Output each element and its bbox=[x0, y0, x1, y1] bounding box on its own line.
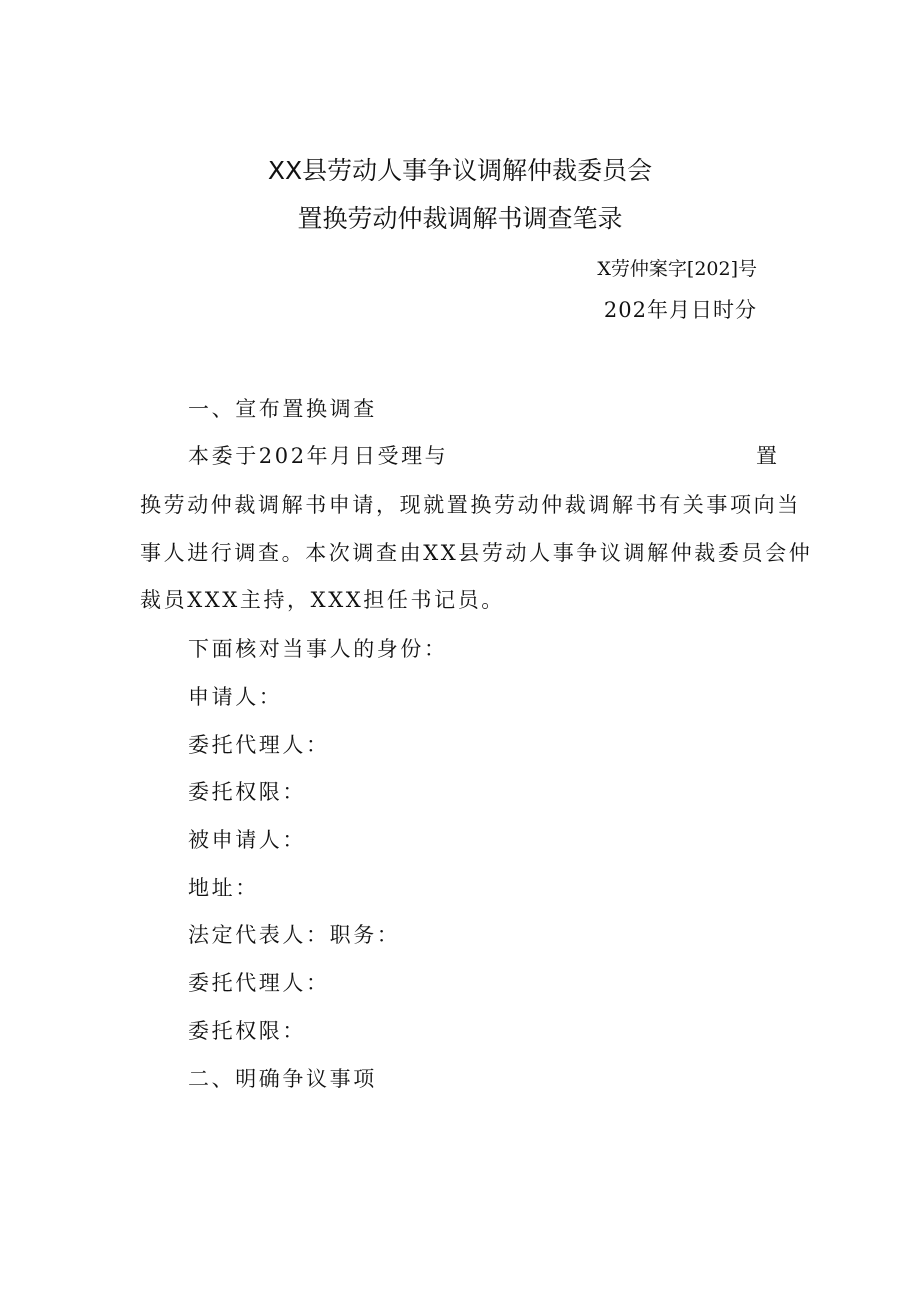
case-number: X劳仲案字[202]号 bbox=[597, 258, 757, 280]
field-respondent: 被申请人： bbox=[188, 828, 306, 852]
section1-heading: 一、宣布置换调查 bbox=[188, 397, 377, 421]
field-applicant: 申请人： bbox=[188, 685, 283, 709]
paragraph1-line1-start: 本委于202年月日受理与 bbox=[188, 444, 449, 468]
field-legal-representative: 法定代表人：职务： bbox=[188, 923, 401, 947]
paragraph1-line2: 换劳动仲裁调解书申请，现就置换劳动仲裁调解书有关事项向当 bbox=[140, 493, 801, 517]
paragraph1-line3: 事人进行调查。本次调查由XX县劳动人事争议调解仲裁委员会仲 bbox=[140, 541, 813, 565]
paragraph1-line4: 裁员XXX主持，XXX担任书记员。 bbox=[140, 588, 505, 612]
document-title-line2: 置换劳动仲裁调解书调查笔录 bbox=[297, 204, 623, 233]
section2-heading: 二、明确争议事项 bbox=[188, 1067, 377, 1091]
field-address: 地址： bbox=[188, 876, 259, 900]
paragraph1-line1-end: 置 bbox=[756, 444, 777, 468]
identity-verification-intro: 下面核对当事人的身份： bbox=[188, 637, 448, 661]
record-date: 202年月日时分 bbox=[603, 298, 757, 322]
field-respondent-agent: 委托代理人： bbox=[188, 971, 330, 995]
document-title-line1: XX县劳动人事争议调解仲裁委员会 bbox=[267, 156, 653, 185]
field-authority: 委托权限： bbox=[188, 780, 306, 804]
field-respondent-authority: 委托权限： bbox=[188, 1019, 306, 1043]
field-agent: 委托代理人： bbox=[188, 733, 330, 757]
